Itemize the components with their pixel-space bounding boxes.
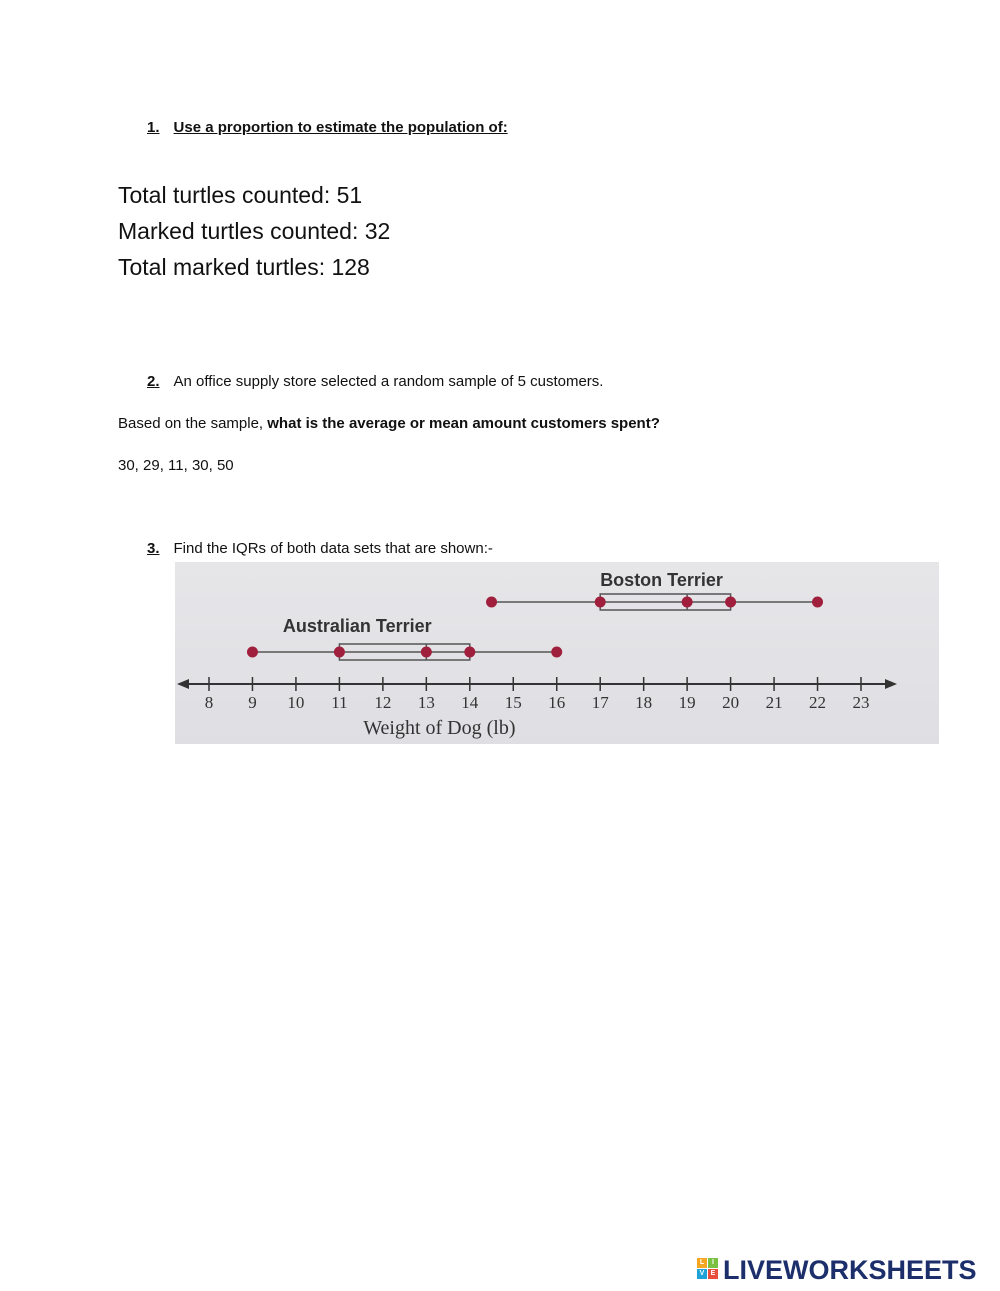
x-tick-label: 16 [548,693,566,712]
question-2-text: An office supply store selected a random sample of 5 customers. [173,373,604,390]
x-tick-label: 13 [417,693,435,712]
question-2-prompt [118,415,660,432]
boxplot-point-q1 [334,647,345,658]
boxplot-point-max [551,647,562,658]
x-axis-right-arrow [885,679,897,689]
question-1-header [147,119,508,136]
question-3-number: 3. [147,540,160,557]
series-label: Australian Terrier [282,616,432,636]
logo-letter-1: L [697,1258,707,1268]
x-tick-label: 19 [678,693,696,712]
logo-text: LIVEWORKSHEETS [723,1255,977,1285]
question-1-data [118,177,390,285]
boxplot-point-q3 [725,597,736,608]
x-tick-label: 21 [765,693,783,712]
x-tick-label: 22 [809,693,827,712]
question-2-prompt-bold: what is the average or mean amount customers spent? [267,415,660,432]
boxplot-point-min [247,647,258,658]
x-tick-label: 17 [591,693,609,712]
x-tick-label: 14 [461,693,479,712]
question-2-data: 30, 29, 11, 30, 50 [118,457,234,474]
x-tick-label: 20 [722,693,740,712]
x-tick-label: 15 [504,693,522,712]
question-3-text: Find the IQRs of both data sets that are shown:- [173,540,493,557]
boxplot-point-q1 [595,597,606,608]
x-tick-label: 11 [331,693,348,712]
series-label: Boston Terrier [600,570,723,590]
question-3-header [147,540,493,557]
question-2-header [147,373,603,390]
boxplot-chart [175,562,939,744]
question-1-number: 1. [147,119,160,136]
x-axis-title: Weight of Dog (lb) [363,717,516,739]
question-1-title: Use a proportion to estimate the population of: [173,119,508,136]
logo-letter-4: E [708,1269,718,1279]
logo-letter-3: V [697,1269,707,1279]
turtle-total-counted: Total turtles counted: 51 [118,182,363,208]
x-tick-label: 10 [287,693,305,712]
x-axis-left-arrow [177,679,189,689]
boxplot-point-median [682,597,693,608]
x-tick-label: 8 [204,693,214,712]
question-2-number: 2. [147,373,160,390]
x-tick-label: 23 [852,693,870,712]
logo-letter-2: I [708,1258,718,1268]
boxplot-point-median [421,647,432,658]
question-2-prompt-lead: Based on the sample, [118,415,268,432]
dog-weight-boxplot-image [175,562,939,744]
boxplot-point-min [486,597,497,608]
turtle-total-marked: Total marked turtles: 128 [118,254,370,280]
turtle-marked-counted: Marked turtles counted: 32 [118,218,391,244]
boxplot-point-q3 [464,647,475,658]
x-tick-label: 18 [635,693,653,712]
x-tick-label: 12 [374,693,392,712]
boxplot-point-max [812,597,823,608]
x-tick-label: 9 [248,693,257,712]
